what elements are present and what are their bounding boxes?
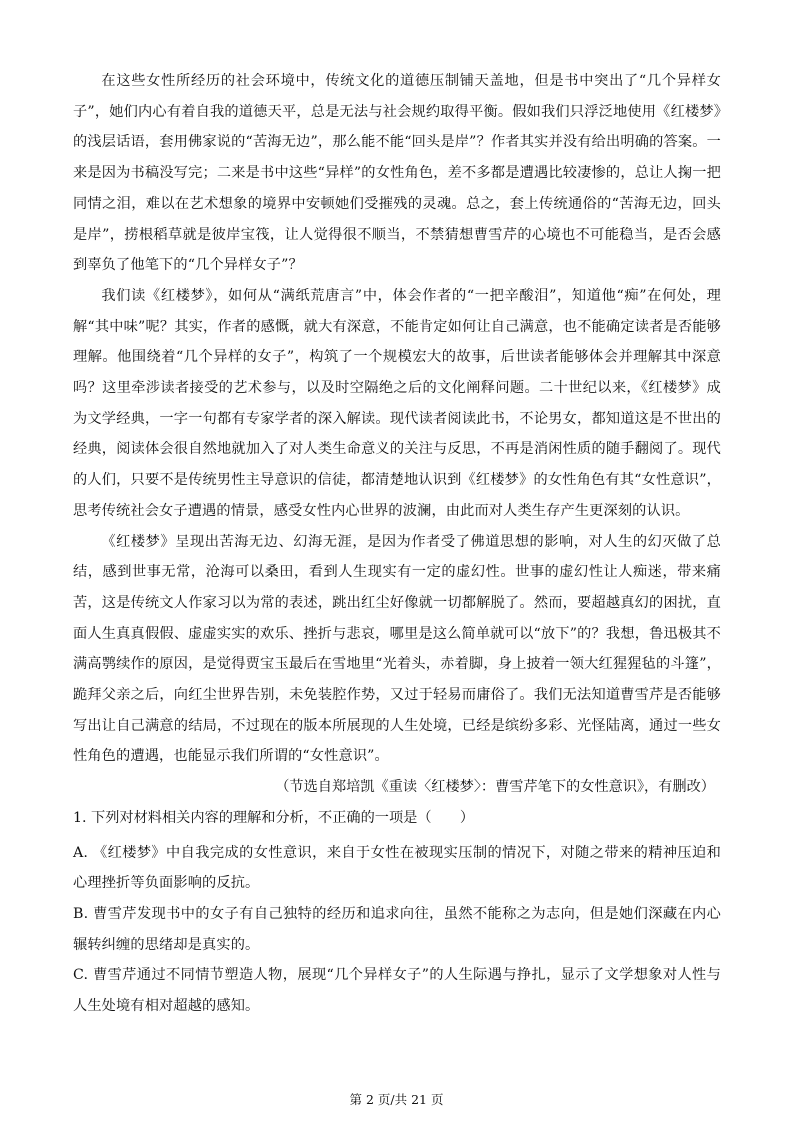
option-c[interactable]: C. 曹雪芹通过不同情节塑造人物，展现“几个异样女子”的人生际遇与挣扎，显示了文学想象对人性与人生处境有相对超越的感知。	[73, 967, 721, 1015]
article-paragraph-1: 在这些女性所经历的社会环境中，传统文化的道德压制铺天盖地，但是书中突出了“几个异样女子”，她们内心有着自我的道德天平，总是无法与社会规约取得平衡。假如我们只浮泛地使用《红楼梦》的浅层话语，套用佛家说的“苦海无边”，那么能不能“回头是岸”？作者其实并没有给出明确的答案。一来是因为书稿没写完；二来是书中这些“异样”的女性角色，差不多都是遭遇比较凄惨的，总让人掬一把同情之泪，难以在艺术想象的境界中安顿她们受摧残的灵魂。总之，套上传统通俗的“苦海无边，回头是岸”，捞根稻草就是彼岸宝筏，让人觉得很不顺当，不禁猜想曹雪芹的心境也不可能稳当，是否会感到辜负了他笔下的“几个异样女子”？	[73, 73, 721, 274]
article-paragraph-2: 我们读《红楼梦》，如何从“满纸荒唐言”中，体会作者的“一把辛酸泪”，知道他“痴”在何处，理解“其中味”呢？其实，作者的感慨，就大有深意，不能肯定如何让自己满意，也不能确定读者是否能够理解。他围绕着“几个异样的女子”，构筑了一个规模宏大的故事，后世读者能够体会并理解其中深意吗？这里牵涉读者接受的艺术参与，以及时空隔绝之后的文化阐释问题。二十世纪以来，《红楼梦》成为文学经典，一字一句都有专家学者的深入解读。现代读者阅读此书，不论男女，都知道这是不世出的经典，阅读体会很自然地就加入了对人类生命意义的关注与反思，不再是消闲性质的随手翻阅了。现代的人们，只要不是传统男性主导意识的信徒，都清楚地认识到《红楼梦》的女性角色有其“女性意识”，思考传统社会女子遭遇的情景，感受女性内心世界的波澜，由此而对人类生存产生更深刻的认识。	[73, 287, 721, 519]
answer-options	[73, 838, 721, 1022]
option-a[interactable]: A. 《红楼梦》中自我完成的女性意识，来自于女性在被现实压制的情况下，对随之带来的精神压迫和心理挫折等负面影响的反抗。	[73, 844, 721, 892]
document-page	[73, 66, 721, 1022]
page-number: 第 2 页/共 21 页	[349, 1092, 444, 1107]
article-source-citation: （节选自郑培凯《重读〈红楼梦〉：曹雪芹笔下的女性意识》，有删改）	[275, 779, 715, 796]
question-stem: 1. 下列对材料相关内容的理解和分析，不正确的一项是（ ）	[73, 809, 475, 826]
option-b[interactable]: B. 曹雪芹发现书中的女子有自己独特的经历和追求向往，虽然不能称之为志向，但是她们深藏在内心辗转纠缠的思绪却是真实的。	[73, 905, 721, 953]
article-paragraph-3: 《红楼梦》呈现出苦海无边、幻海无涯，是因为作者受了佛道思想的影响，对人生的幻灭做了总结，感到世事无常，沧海可以桑田，看到人生现实有一定的虚幻性。世事的虚幻性让人痴迷，带来痛苦，这是传统文人作家习以为常的表述，跳出红尘好像就一切都解脱了。然而，要超越真幻的困扰，直面人生真真假假、虚虚实实的欢乐、挫折与悲哀，哪里是这么简单就可以“放下”的？我想，鲁迅极其不满高鹗续作的原因，是觉得贾宝玉最后在雪地里“光着头，赤着脚，身上披着一领大红猩猩毡的斗篷”，跪拜父亲之后，向红尘世界告别，未免装腔作势，又过于轻易而庸俗了。我们无法知道曹雪芹是否能够写出让自己满意的结局，不过现在的版本所展现的人生处境，已经是缤纷多彩、光怪陆离，通过一些女性角色的遭遇，也能显示我们所谓的“女性意识”。	[73, 533, 721, 765]
